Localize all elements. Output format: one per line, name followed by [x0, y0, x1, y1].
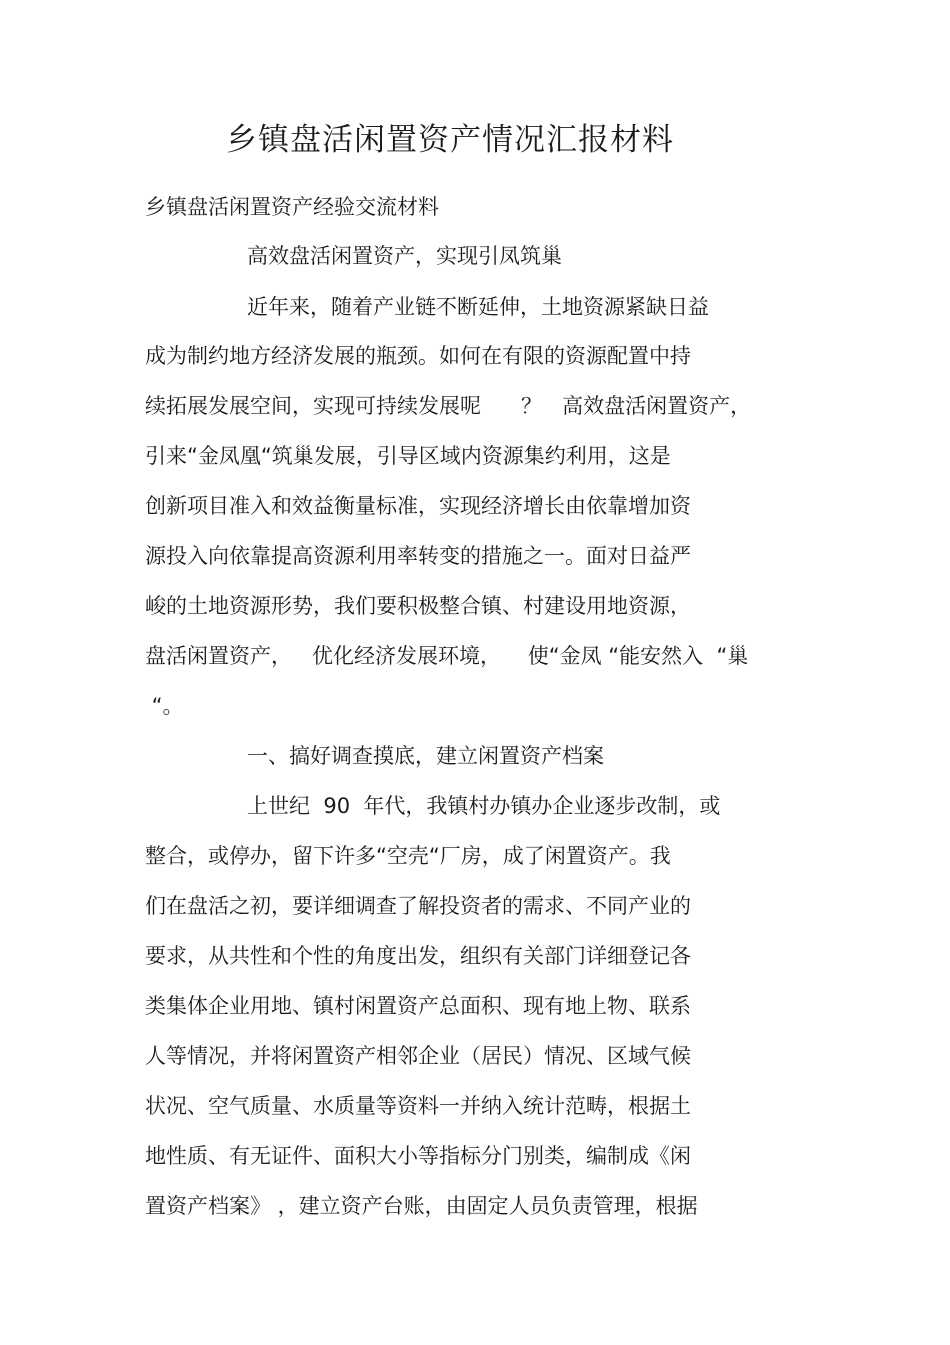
body-line: 创新项目准入和效益衡量标准，实现经济增长由依靠增加资	[145, 494, 691, 518]
body-line: 类集体企业用地、镇村闲置资产总面积、现有地上物、联系	[145, 994, 691, 1018]
body-line: 要求，从共性和个性的角度出发，组织有关部门详细登记各	[145, 944, 691, 968]
body-line: 续拓展发展空间，实现可持续发展呢 ？ 高效盘活闲置资产，	[145, 394, 752, 418]
body-line: 地性质、有无证件、面积大小等指标分门别类，编制成《闲	[145, 1144, 691, 1168]
body-line: 状况、空气质量、水质量等资料一并纳入统计范畴，根据土	[145, 1094, 691, 1118]
body-line: 源投入向依靠提高资源利用率转变的措施之一。面对日益严	[145, 544, 691, 568]
body-line: “。	[145, 694, 184, 718]
body-line: 们在盘活之初，要详细调查了解投资者的需求、不同产业的	[145, 894, 691, 918]
body-line: 上世纪 90 年代，我镇村办镇办企业逐步改制，或	[247, 794, 721, 818]
body-line: 盘活闲置资产， 优化经济发展环境， 使“金凤 “能安然入 “巢	[145, 644, 749, 668]
body-line: 引来“金凤凰“筑巢发展，引导区域内资源集约利用，这是	[145, 444, 671, 468]
section-heading: 高效盘活闲置资产，实现引凤筑巢	[247, 244, 562, 268]
body-line: 整合，或停办，留下许多“空壳“厂房，成了闲置资产。我	[145, 844, 671, 868]
document-title: 乡镇盘活闲置资产情况汇报材料	[226, 122, 674, 158]
body-line: 人等情况，并将闲置资产相邻企业（居民）情况、区域气候	[145, 1044, 691, 1068]
document-subtitle: 乡镇盘活闲置资产经验交流材料	[145, 195, 439, 219]
section-heading: 一、搞好调查摸底，建立闲置资产档案	[247, 744, 604, 768]
body-line: 置资产档案》 ，建立资产台账，由固定人员负责管理，根据	[145, 1194, 698, 1218]
body-line: 峻的土地资源形势，我们要积极整合镇、村建设用地资源，	[145, 594, 691, 618]
body-line: 近年来，随着产业链不断延伸，土地资源紧缺日益	[247, 295, 709, 319]
body-line: 成为制约地方经济发展的瓶颈。如何在有限的资源配置中持	[145, 344, 691, 368]
